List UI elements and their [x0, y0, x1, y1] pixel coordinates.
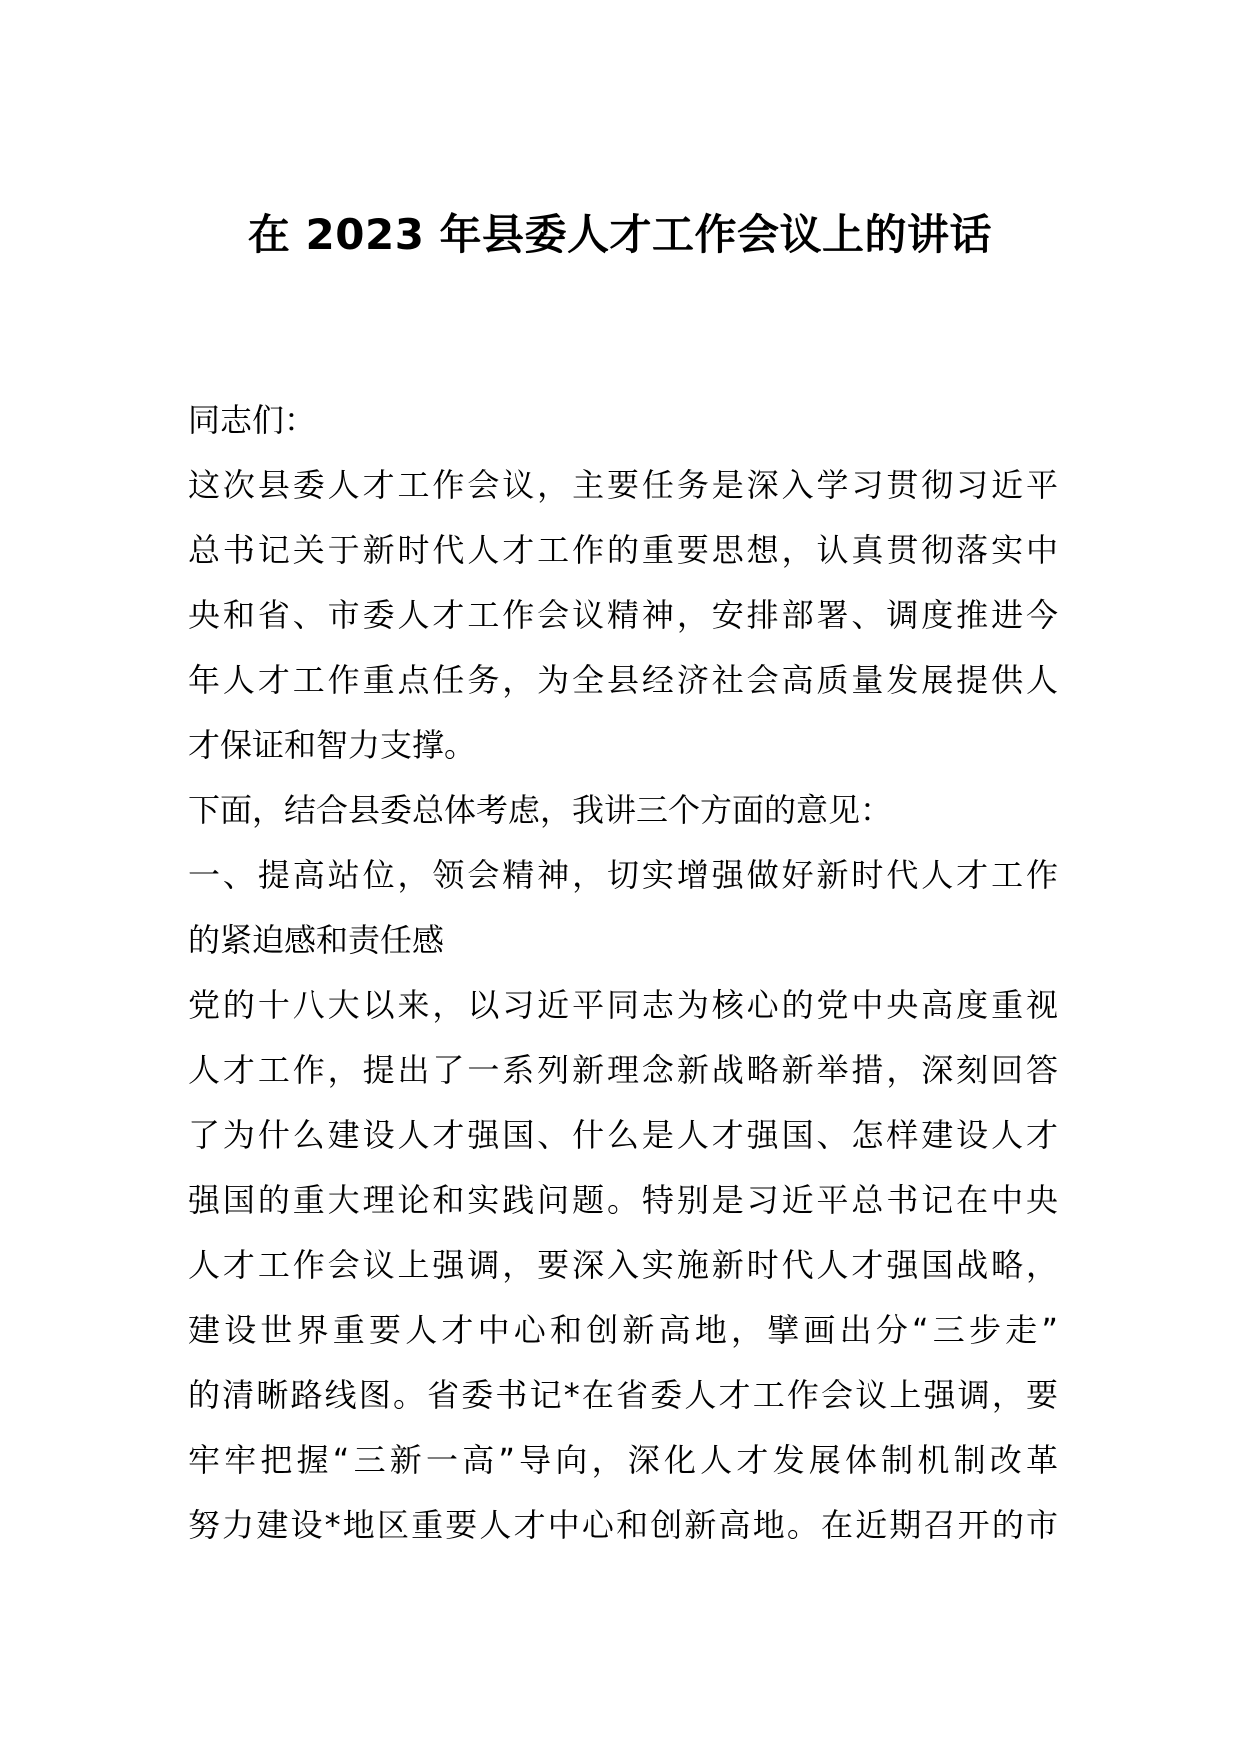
paragraph-line: 这次县委人才工作会议，主要任务是深入学习贯彻习近平: [188, 466, 1058, 504]
salutation: 同志们：: [188, 401, 317, 439]
paragraph-line: 了为什么建设人才强国、什么是人才强国、怎样建设人才: [188, 1116, 1058, 1154]
paragraph-line: 下面，结合县委总体考虑，我讲三个方面的意见：: [188, 791, 893, 829]
paragraph-line: 强国的重大理论和实践问题。特别是习近平总书记在中央: [188, 1181, 1058, 1219]
paragraph-line: 建设世界重要人才中心和创新高地，擘画出分“三步走”: [188, 1311, 1058, 1349]
paragraph-line: 努力建设*地区重要人才中心和创新高地。在近期召开的市: [188, 1506, 1058, 1544]
section-heading: 的紧迫感和责任感: [188, 921, 445, 959]
paragraph-line: 央和省、市委人才工作会议精神，安排部署、调度推进今: [188, 596, 1058, 634]
paragraph-line: 党的十八大以来，以习近平同志为核心的党中央高度重视: [188, 986, 1058, 1024]
paragraph-line: 的清晰路线图。省委书记*在省委人才工作会议上强调，要: [188, 1376, 1058, 1414]
section-heading: 一、提高站位，领会精神，切实增强做好新时代人才工作: [188, 856, 1058, 894]
paragraph-line: 牢牢把握“三新一高”导向，深化人才发展体制机制改革: [188, 1441, 1058, 1479]
paragraph-line: 人才工作，提出了一系列新理念新战略新举措，深刻回答: [188, 1051, 1058, 1089]
document-body: [188, 388, 1058, 1558]
document-title: 在 2023 年县委人才工作会议上的讲话: [247, 210, 993, 259]
paragraph-line: 人才工作会议上强调，要深入实施新时代人才强国战略，: [188, 1246, 1058, 1284]
paragraph-line: 总书记关于新时代人才工作的重要思想，认真贯彻落实中: [188, 531, 1058, 569]
paragraph-line: 年人才工作重点任务，为全县经济社会高质量发展提供人: [188, 661, 1058, 699]
paragraph-line: 才保证和智力支撑。: [188, 726, 477, 764]
